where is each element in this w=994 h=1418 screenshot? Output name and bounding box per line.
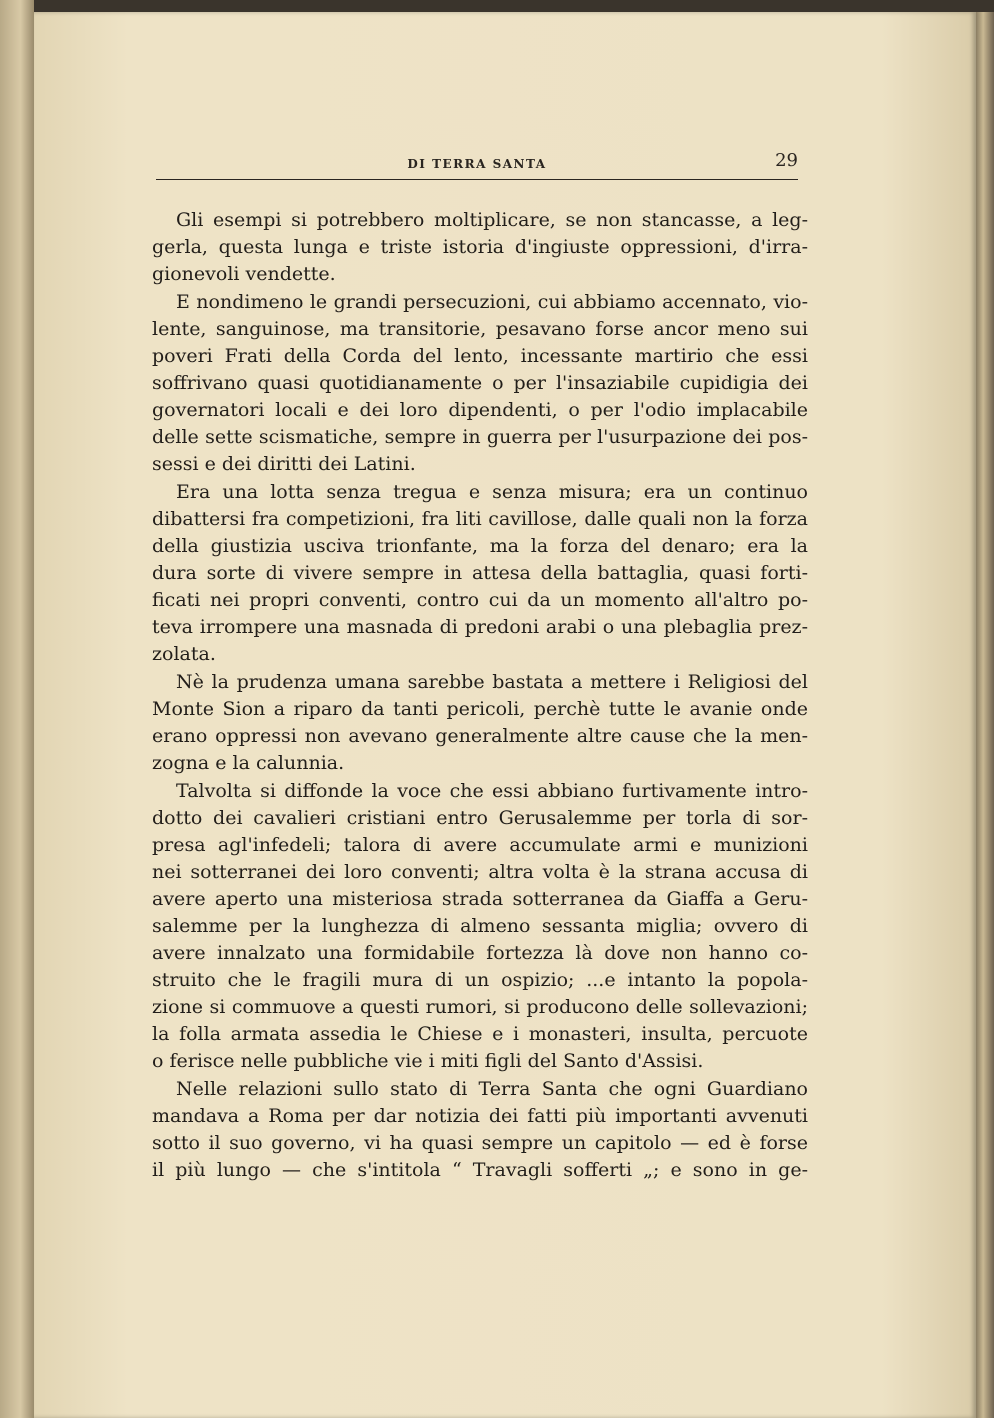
text-line: struito che le fragili mura di un ospizio; ...e intanto la popola- <box>152 969 808 991</box>
text-line: poveri Frati della Corda del lento, incessante martirio che essi <box>152 345 808 367</box>
text-line: delle sette scismatiche, sempre in guerra per l'usurpazione dei pos- <box>152 426 808 448</box>
paragraph <box>152 669 808 777</box>
text-line: della giustizia usciva trionfante, ma la forza del denaro; era la <box>152 535 808 557</box>
text-line: governatori locali e dei loro dipendenti, o per l'odio implacabile <box>152 399 808 421</box>
text-line: soffrivano quasi quotidianamente o per l'insaziabile cupidigia dei <box>152 372 808 394</box>
header-rule <box>156 179 798 180</box>
text-line: il più lungo — che s'intitola “ Travagli sofferti „; e sono in ge- <box>152 1159 808 1181</box>
text-line: avere innalzato una formidabile fortezza là dove non hanno co- <box>152 942 808 964</box>
text-line: dura sorte di vivere sempre in attesa della battaglia, quasi forti- <box>152 562 808 584</box>
text-line: Nè la prudenza umana sarebbe bastata a mettere i Religiosi del <box>176 671 808 693</box>
text-line: Era una lotta senza tregua e senza misura; era un continuo <box>176 481 808 503</box>
paragraph <box>152 778 808 1075</box>
text-line: o ferisce nelle pubbliche vie i miti figli del Santo d'Assisi. <box>152 1050 704 1072</box>
text-line: mandava a Roma per dar notizia dei fatti più importanti avvenuti <box>152 1105 808 1127</box>
paragraph <box>152 479 808 668</box>
text-line: zolata. <box>152 643 216 665</box>
paragraph <box>152 1076 808 1184</box>
text-line: nei sotterranei dei loro conventi; altra volta è la strana accusa di <box>152 861 808 883</box>
text-line: salemme per la lunghezza di almeno sessanta miglia; ovvero di <box>152 915 808 937</box>
paragraph <box>152 289 808 478</box>
facing-page-edge <box>0 0 34 1418</box>
text-line: erano oppressi non avevano generalmente altre cause che la men- <box>152 725 808 747</box>
text-line: la folla armata assedia le Chiese e i monasteri, insulta, percuote <box>152 1023 808 1045</box>
text-line: zogna e la calunnia. <box>152 752 345 774</box>
page-header <box>156 150 798 180</box>
text-line: E nondimeno le grandi persecuzioni, cui abbiamo accennato, vio- <box>176 291 808 313</box>
text-line: presa agl'infedeli; talora di avere accumulate armi e munizioni <box>152 834 808 856</box>
running-title: DI TERRA SANTA <box>407 157 547 171</box>
text-line: dibattersi fra competizioni, fra liti cavillose, dalle quali non la forza <box>152 508 808 530</box>
text-line: teva irrompere una masnada di predoni arabi o una plebaglia prez- <box>152 616 808 638</box>
text-line: dotto dei cavalieri cristiani entro Gerusalemme per torla di sor- <box>152 807 808 829</box>
text-line: sessi e dei diritti dei Latini. <box>152 453 416 475</box>
paragraph <box>152 207 808 288</box>
text-line: gionevoli vendette. <box>152 263 336 285</box>
text-line: Nelle relazioni sullo stato di Terra Santa che ogni Guardiano <box>176 1078 808 1100</box>
text-line: avere aperto una misteriosa strada sotterranea da Giaffa a Geru- <box>152 888 808 910</box>
text-line: Monte Sion a riparo da tanti pericoli, perchè tutte le avanie onde <box>152 698 808 720</box>
text-line: ficati nei propri conventi, contro cui da un momento all'altro po- <box>152 589 808 611</box>
text-line: lente, sanguinose, ma transitorie, pesavano forse ancor meno sui <box>152 318 808 340</box>
text-line: sotto il suo governo, vi ha quasi sempre un capitolo — ed è forse <box>152 1132 808 1154</box>
text-line: Gli esempi si potrebbero moltiplicare, se non stancasse, a leg- <box>176 209 808 231</box>
page-edge-shadow <box>976 12 994 1418</box>
text-line: zione si commuove a questi rumori, si producono delle sollevazioni; <box>152 996 808 1018</box>
body-text <box>152 207 808 1185</box>
text-line: gerla, questa lunga e triste istoria d'ingiuste oppressioni, d'irra- <box>152 236 808 258</box>
page-number: 29 <box>775 150 798 171</box>
text-line: Talvolta si diffonde la voce che essi abbiano furtivamente intro- <box>176 780 808 802</box>
